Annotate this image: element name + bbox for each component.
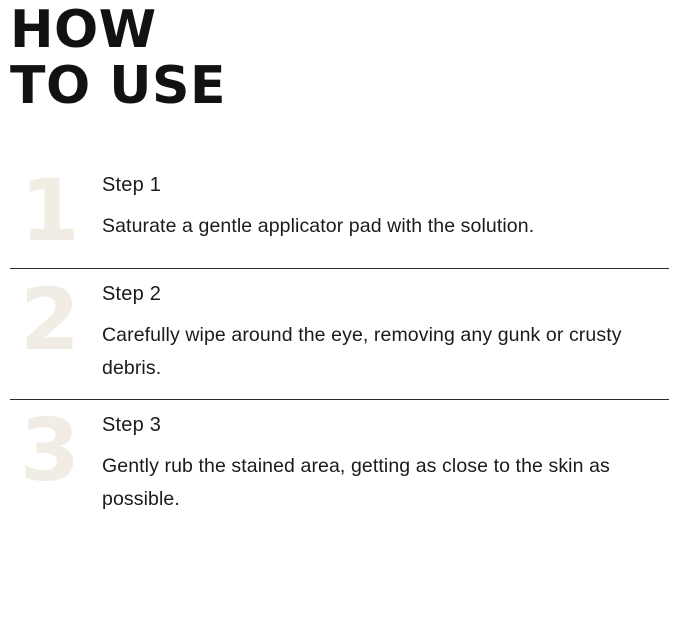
step-number: 1 [20,161,80,261]
step-title: Step 1 [102,174,162,196]
step-body [102,406,669,516]
page-title [10,0,669,114]
steps-list [10,160,669,530]
list-item [10,160,669,268]
list-item [10,400,669,530]
step-description: Saturate a gentle applicator pad with the solution. [102,215,535,237]
step-number: 2 [20,270,80,370]
step-body [102,275,669,385]
step-description: Carefully wipe around the eye, removing any gunk or crusty debris. [102,324,622,379]
list-item [10,269,669,399]
step-body [102,166,669,243]
step-number: 3 [20,401,80,501]
step-title: Step 3 [102,414,162,436]
page-title-line-1: HOW [10,0,157,60]
step-description: Gently rub the stained area, getting as close to the skin as possible. [102,455,610,510]
step-title: Step 2 [102,283,162,305]
page-title-line-2: TO USE [10,56,226,116]
